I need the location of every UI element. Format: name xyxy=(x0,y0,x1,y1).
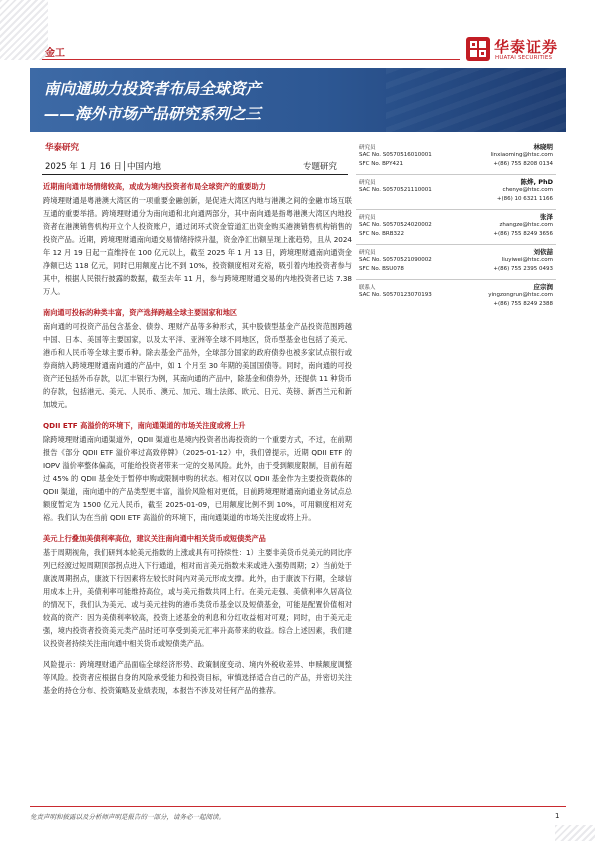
analyst-sfc: SFC No. BSU078 xyxy=(359,266,404,272)
analyst-role: 研究员 xyxy=(359,215,376,221)
analyst-phone: +(86) 755 8208 0134 xyxy=(493,161,553,167)
huatai-logo-icon xyxy=(465,36,491,62)
analyst-name: 张泽 xyxy=(540,213,553,221)
section-heading: 近期南向通市场情绪较高，或成为境内投资者布局全球资产的重要助力 xyxy=(43,182,266,191)
analyst-name: 刘依喆 xyxy=(533,248,553,256)
section-heading: 美元上行叠加美债利率高位，建议关注南向通中相关货币或短债类产品 xyxy=(43,534,266,543)
analyst-name: 应宗润 xyxy=(533,283,553,291)
analyst-sac: SAC No. S0570524020002 xyxy=(359,222,432,228)
body-section xyxy=(43,532,352,650)
analyst-phone: +(86) 755 8249 2388 xyxy=(493,301,553,307)
analyst-email[interactable]: linxiaoming@htsc.com xyxy=(490,152,553,158)
section-heading: 南向通可投标的种类丰富，资产选择跨越全球主要国家和地区 xyxy=(43,308,238,317)
risk-warning: 风险提示：跨境理财通产品面临全球经济形势、政策制度变动、境内外税收差异、申赎额度调整等风险。投资者应根据自身的风险承受能力和投资目标，审慎选择适合自己的产品，并密切关注基金的持仓分布、投资策略及业绩表现，本报告不涉及对任何产品的推荐。 xyxy=(43,660,352,695)
analyst-role: 研究员 xyxy=(359,180,376,186)
analyst-phone: +(86) 755 8249 3656 xyxy=(493,231,553,237)
analyst-card xyxy=(356,245,556,280)
report-type-label: 华泰研究 xyxy=(45,143,80,153)
analyst-sac: SAC No. S0570521090002 xyxy=(359,257,432,263)
section-paragraph: 基于周期视角，我们研判本轮美元指数的上涨或具有可持续性：1）主要非美货币兑美元的同比序列已经渡过短周期顶部拐点进入下行通道，相对而言美元指数未来或进入强势周期；2）当前处于康波周期拐点，康波下行因素将左较长时间内对美元形成支撑。此外，由于康波下行期，全球信用成本上升，美债利率可能维持高位，或与美元指数共同上行。在美元走强、美债利率久居高位的情况下，我们认为美元、或与美元挂钩的港币类货币基金以及短债基金，可能是配置价值相对较高的资产：因为美债利率较高，投资上述基金的利息和分红收益相对可观；同时，由于美元走强，境内投资者投资美元类产品时还可享受到美元汇率升高带来的收益。综合上述因素，我们建议投资者持续关注南向通中相关货币或短债类产品。 xyxy=(43,548,352,648)
footer-rule xyxy=(30,806,566,807)
header-stripes-decoration xyxy=(0,0,48,60)
analyst-sac: SAC No. S0570516010001 xyxy=(359,152,432,158)
analyst-list xyxy=(356,140,556,315)
analyst-card xyxy=(356,140,556,175)
analyst-card xyxy=(356,210,556,245)
analyst-role: 研究员 xyxy=(359,145,376,151)
report-title: 南向通助力投资者布局全球资产 xyxy=(44,80,262,98)
report-subtitle: ——海外市场产品研究系列之三 xyxy=(44,105,262,123)
analyst-email[interactable]: liuyiwei@htsc.com xyxy=(501,257,553,263)
analyst-name: 陈烨, PhD xyxy=(520,178,553,186)
section-paragraph: 除跨境理财通南向通渠道外，QDII 渠道也是境内投资者出海投资的一个重要方式，不过，在前期报告《部分 QDII ETF 溢价率过高致停牌》（2025-01-12）中，我们曾提示，近期 QDII ETF 的 IOPV 溢价率整体偏高，可能给投资者带来一定的交易风险。此外，由于受到额度限制，目前有超过 45% 的 QDII 基金处于暂停申购或限制申购的状态。相对仅以 QDII 基金作为主要投资载体的 QDII 渠道，南向通中的产品类型更丰富，溢价风险相对更低，目前跨境理财通南向通业务试点总额度暂定为 1500 亿元人民币，截至 2025-01-09，已用额度比例不到 10%，可用额度相对充裕。我们认为在当前 QDII ETF 高溢价的环境下，南向通渠道的市场关注度或将上升。 xyxy=(43,435,352,522)
report-body xyxy=(43,180,352,705)
analyst-email[interactable]: chenye@htsc.com xyxy=(502,187,553,193)
body-section xyxy=(43,419,352,524)
analyst-sfc: SFC No. BPY421 xyxy=(359,161,403,167)
footer-stripes-decoration xyxy=(555,825,595,841)
page-number: 1 xyxy=(555,812,560,820)
company-logo xyxy=(465,36,575,66)
analyst-role: 联系人 xyxy=(359,285,376,291)
banner-decoration xyxy=(386,68,566,132)
analyst-email[interactable]: zhangze@htsc.com xyxy=(499,222,553,228)
analyst-card xyxy=(356,280,556,315)
report-date: 2025 年 1 月 16 日│中国内地 xyxy=(45,162,161,172)
body-section xyxy=(43,306,352,411)
analyst-sac: SAC No. S0570521110001 xyxy=(359,187,432,193)
header-rule xyxy=(42,59,460,60)
report-kind-label: 专题研究 xyxy=(303,162,338,172)
analyst-phone: +(86) 10 6321 1166 xyxy=(496,196,553,202)
analyst-sfc: SFC No. BRB322 xyxy=(359,231,404,237)
analyst-name: 林晓明 xyxy=(533,143,553,151)
analyst-role: 研究员 xyxy=(359,250,376,256)
analyst-email[interactable]: yingzongrun@htsc.com xyxy=(488,292,553,298)
body-section xyxy=(43,180,352,298)
footer-disclaimer: 免责声明和披露以及分析师声明是报告的一部分，请务必一起阅读。 xyxy=(30,813,225,821)
risk-section xyxy=(43,658,352,697)
logo-name-en: HUATAI SECURITIES xyxy=(495,55,553,61)
analyst-card xyxy=(356,175,556,210)
sector-label: 金工 xyxy=(45,48,65,59)
section-heading: QDII ETF 高溢价的环境下，南向通渠道的市场关注度或将上升 xyxy=(43,421,246,430)
logo-name-cn: 华泰证券 xyxy=(494,38,559,56)
section-paragraph: 跨境理财通是粤港澳大湾区的一项重要金融创新，是促进大湾区内地与港澳之间的金融市场互联互通的重要举措。跨境理财通分为南向通和北向通两部分，其中南向通是指粤港澳大湾区内地投资者在港澳销售机构开立个人投资账户，通过闭环式资金管道汇出资金购买港澳销售机构销售的投资产品。近期，跨境理财通南向通交易情绪持续升温，资金净汇出额呈现上涨趋势，且从 2024 年 12 月 19 日起一直维持在 100 亿元以上，截至 2025 年 1 月 13 日，跨境理财通南向通资金净额已达 118 亿元，同时已用额度占比不到 10%，投资额度相对充裕，吸引着内地投资者参与其中，根据人民银行披露的数据，截至去年 11 月，参与跨境理财通交易的内地投资者已达 7.38 万人。 xyxy=(43,196,352,296)
analyst-phone: +(86) 755 2395 0493 xyxy=(493,266,553,272)
date-rule xyxy=(42,174,348,175)
section-paragraph: 南向通的可投资产品包含基金、债券、理财产品等多种形式，其中股债型基金产品投资范围跨越中国、日本、美国等主要国家，以及太平洋、亚洲等全球不同地区，货币型基金也包括了美元、港币和人民币等全球主要币种。除去基金产品外，全球部分国家的政府债券也被多家试点银行或券商纳入跨境理财通南向通的产品中，如 1 个月至 30 年期的美国国债等。同时，南向通的可投资产还包括外币存款，以汇丰银行为例，其南向通的产品中，除基金和债券外，还提供 11 种货币的存款，包括港元、美元、人民币、澳元、加元、瑞士法郎、欧元、日元、英镑、新西兰元和新加坡元。 xyxy=(43,322,352,409)
analyst-sac: SAC No. S0570123070193 xyxy=(359,292,432,298)
title-banner xyxy=(30,68,566,132)
